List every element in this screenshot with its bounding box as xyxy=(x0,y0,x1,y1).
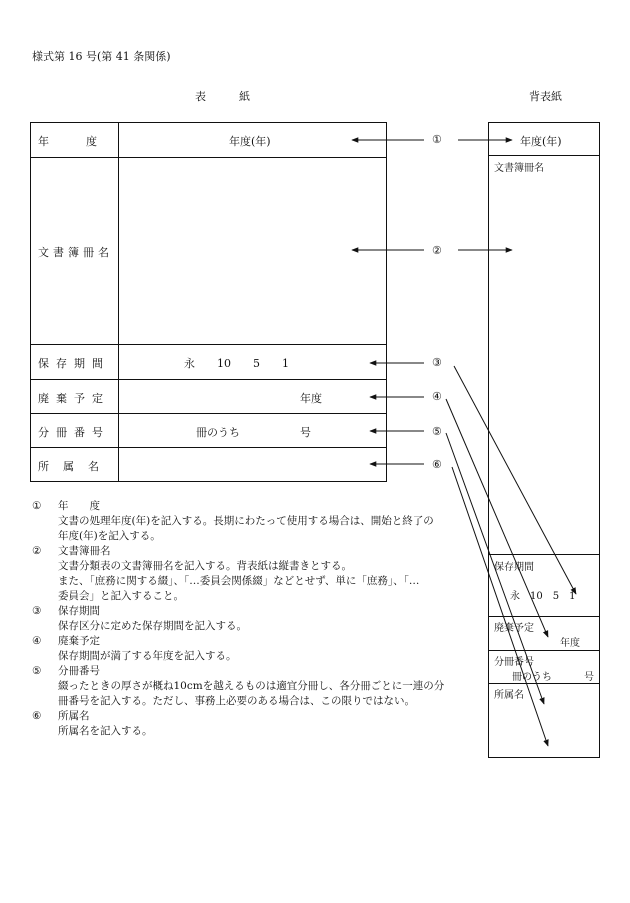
note-num: ④ xyxy=(32,635,42,647)
note-line: 保存区分に定めた保存期間を記入する。 xyxy=(58,620,247,632)
note-line: 保存期間が満了する年度を記入する。 xyxy=(58,650,237,662)
note-title: 分冊番号 xyxy=(58,665,100,677)
spine-disposal-value: 年度 xyxy=(560,638,580,649)
spine-volume-value-left: 冊のうち xyxy=(512,672,552,683)
note-title: 廃棄予定 xyxy=(58,635,100,647)
note-num: ③ xyxy=(32,605,42,617)
note-line: 綴ったときの厚さが概ね10cmを越えるものは適宜分冊し、各分冊ごとに一連の分 xyxy=(58,680,445,692)
note-num: ⑥ xyxy=(32,710,42,722)
row-label-title: 文書簿冊名 xyxy=(38,246,113,259)
spine-retention-label: 保存期間 xyxy=(494,562,534,573)
spine-volume-label: 分冊番号 xyxy=(494,657,534,668)
row-value-disposal: 年度 xyxy=(300,392,322,405)
spine-retention-value: 永 10 5 1 xyxy=(510,591,576,602)
note-num: ① xyxy=(32,500,42,512)
spine-volume-value-right: 号 xyxy=(584,672,594,683)
marker-1: ① xyxy=(432,133,442,146)
note-num: ② xyxy=(32,545,42,557)
row-label-year: 年 度 xyxy=(38,135,98,148)
marker-4: ④ xyxy=(432,390,442,403)
spine-title-label: 文書簿冊名 xyxy=(494,163,544,174)
note-line: また、「庶務に関する綴」、「…委員会関係綴」などとせず、単に「庶務」、「… xyxy=(58,575,420,587)
note-num: ⑤ xyxy=(32,665,42,677)
row-value-year: 年度(年) xyxy=(229,135,271,148)
note-title: 文書簿冊名 xyxy=(58,545,111,557)
marker-6: ⑥ xyxy=(432,458,442,471)
row-label-department: 所属名 xyxy=(38,460,113,473)
marker-5: ⑤ xyxy=(432,425,442,438)
note-title: 所属名 xyxy=(58,710,90,722)
front-cover-label: 表 紙 xyxy=(195,90,250,103)
marker-2: ② xyxy=(432,244,442,257)
note-line: 所属名を記入する。 xyxy=(58,725,153,737)
spine-disposal-label: 廃棄予定 xyxy=(494,623,534,634)
marker-3: ③ xyxy=(432,356,442,369)
arrow-6-spine xyxy=(452,467,548,746)
note-line: 文書分類表の文書簿冊名を記入する。背表紙は縦書きとする。 xyxy=(58,560,352,572)
spine-label: 背表紙 xyxy=(529,90,562,103)
note-line: 冊番号を記入する。ただし、事務上必要のある場合は、この限りではない。 xyxy=(58,695,415,707)
arrow-5-spine xyxy=(446,433,544,704)
note-line: 文書の処理年度(年)を記入する。長期にわたって使用する場合は、開始と終了の xyxy=(58,515,434,527)
row-label-retention: 保存期間 xyxy=(38,357,110,370)
arrow-4-spine xyxy=(446,399,548,637)
note-title: 保存期間 xyxy=(58,605,100,617)
spine-year: 年度(年) xyxy=(520,135,562,148)
row-value-volume-left: 冊のうち xyxy=(196,426,240,439)
note-line: 年度(年)を記入する。 xyxy=(58,530,161,542)
form-title: 様式第 16 号(第 41 条関係) xyxy=(32,50,171,63)
row-label-disposal: 廃棄予定 xyxy=(38,392,110,405)
note-title: 年 度 xyxy=(58,500,100,512)
row-value-retention: 永 10 5 1 xyxy=(184,357,289,370)
note-line: 委員会」と記入すること。 xyxy=(58,590,184,602)
row-value-volume-right: 号 xyxy=(300,426,311,439)
spine-department-label: 所属名 xyxy=(494,690,524,701)
row-label-volume: 分冊番号 xyxy=(38,426,110,439)
